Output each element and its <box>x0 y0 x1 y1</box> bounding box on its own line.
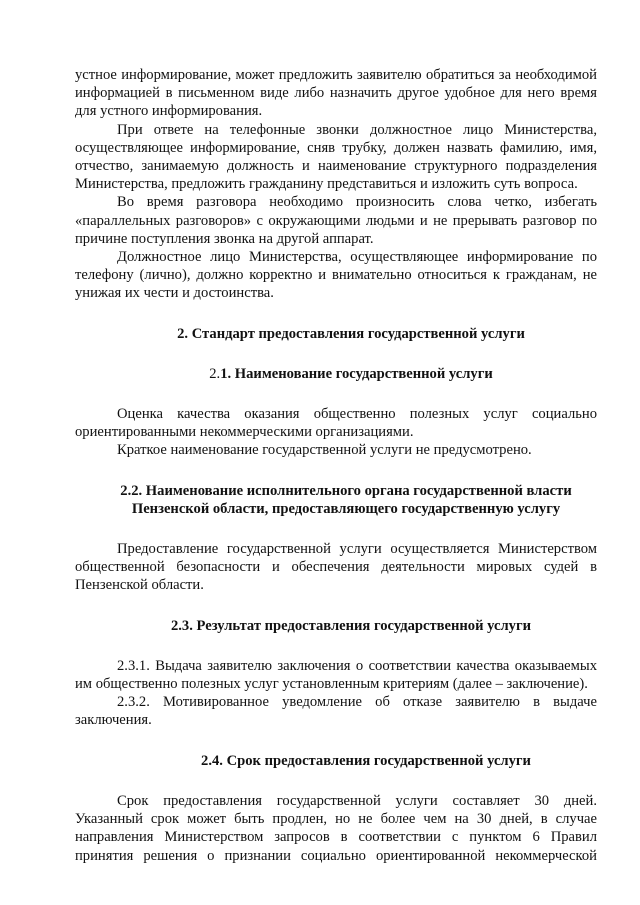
subsection-heading: 2.3. Результат предоставления государственной услуги <box>170 617 532 634</box>
paragraph: устное информирование, может предложить заявителю обратиться за необходимой информацией в письменном виде либо назначить другое удобное для него время для устного информирования. <box>75 67 597 120</box>
paragraph: Срок предоставления государственной услуги составляет 30 дней. Указанный срок может быть продлен, но не более чем на 30 дней, в случае направления Министерством запросов в соответствии с пунктом 6 Правил принятия решения о признании социально ориентированной некоммерческой <box>75 792 597 864</box>
paragraph: Краткое наименование государственной услуги не предусмотрено. <box>117 442 532 459</box>
paragraph: 2.3.2. Мотивированное уведомление об отказе заявителю в выдаче заключения. <box>75 694 597 729</box>
paragraph: Предоставление государственной услуги осуществляется Министерством общественной безопасности и обеспечения деятельности мировых судей в Пензенской области. <box>75 541 597 594</box>
paragraph: Во время разговора необходимо произносить слова четко, избегать «параллельных разговоров» с окружающими людьми и не прерывать разговор по причине поступления звонка на другой аппарат. <box>75 194 597 247</box>
document-body <box>75 66 597 865</box>
subsection-heading: 2.4. Срок предоставления государственной услуги <box>201 752 531 769</box>
subsection-heading <box>75 365 597 383</box>
subsection-heading: 2.2. Наименование исполнительного органа государственной власти Пензенской области, предоставляющего государственную услугу <box>120 482 572 517</box>
heading-text: 1. Наименование государственной услуги <box>220 365 493 382</box>
paragraph: При ответе на телефонные звонки должностное лицо Министерства, осуществляющее информирование, сняв трубку, должен назвать фамилию, имя, отчество, занимаемую должность и наименование структурного подразделения Министерства, предложить гражданину представиться и изложить суть вопроса. <box>75 121 597 193</box>
heading-number-prefix: 2. <box>209 365 221 382</box>
paragraph: 2.3.1. Выдача заявителю заключения о соответствии качества оказываемых им общественно полезных услуг установленным критериям (далее – заключение). <box>75 657 597 693</box>
paragraph: Оценка качества оказания общественно полезных услуг социально ориентированными некоммерческими организациями. <box>75 406 597 441</box>
section-heading: 2. Стандарт предоставления государственной услуги <box>177 325 525 342</box>
paragraph: Должностное лицо Министерства, осуществляющее информирование по телефону (лично), должно корректно и внимательно относиться к гражданам, не унижая их чести и достоинства. <box>75 249 597 302</box>
